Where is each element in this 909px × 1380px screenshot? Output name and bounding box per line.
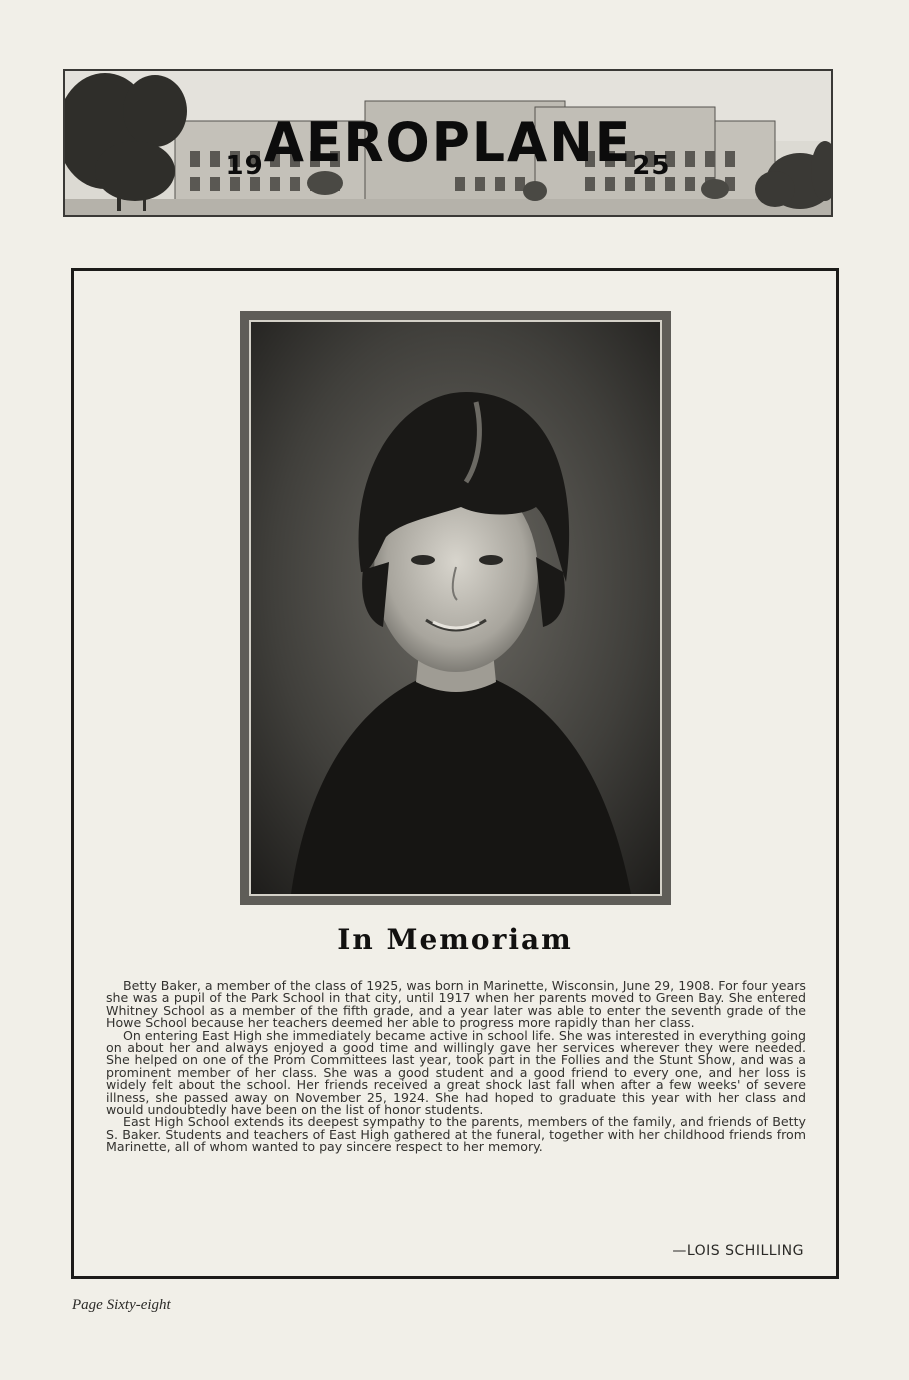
title-year-right: 25 — [632, 151, 671, 181]
portrait-photo-icon — [251, 322, 660, 894]
photo-inner — [249, 320, 662, 896]
portrait-photo — [240, 311, 671, 905]
paragraph-2: On entering East High she immediately became active in school life. She was interested in everything going on about her and always enjoyed a good time and willingly gave her services wherever they were needed. She helped on one of the Prom Committees last year, took part in the Follies and the Stunt Show, and was a prominent member of her class. She was a good student and a good friend to every one, and her loss is widely felt about the school. Her friends received a great shock last fall when after a few weeks' of severe illness, she passed away on November 25, 1924. She had hoped to graduate this year with her class and would undoubtedly have been on the list of honor students. — [106, 1027, 806, 1118]
memoriam-heading: In Memoriam — [337, 923, 573, 956]
title-word: AEROPLANE — [263, 111, 633, 175]
page-number: Page Sixty-eight — [72, 1297, 171, 1313]
author-signature: —LOIS SCHILLING — [672, 1243, 804, 1259]
header-banner — [63, 69, 833, 217]
paragraph-3: East High School extends its deepest sympathy to the parents, members of the family, and friends of Betty S. Baker. Students and teachers of East High gathered at the funeral, together with her childhood friends from Marinette, all of whom wanted to pay sincere respect to her memory. — [106, 1114, 806, 1155]
yearbook-title — [65, 113, 831, 181]
memorial-body — [106, 980, 806, 1154]
memorial-frame — [71, 268, 839, 1279]
paragraph-1: Betty Baker, a member of the class of 1925, was born in Marinette, Wisconsin, June 29, 1908. For four years she was a pupil of the Park School in that city, until 1917 when her parents moved to Green Bay. She entered Whitney School as a member of the fifth grade, and a year later was able to enter the seventh grade of the Howe School because her teachers deemed her able to progress more rapidly than her class. — [106, 978, 806, 1031]
title-year-left: 19 — [225, 151, 264, 181]
